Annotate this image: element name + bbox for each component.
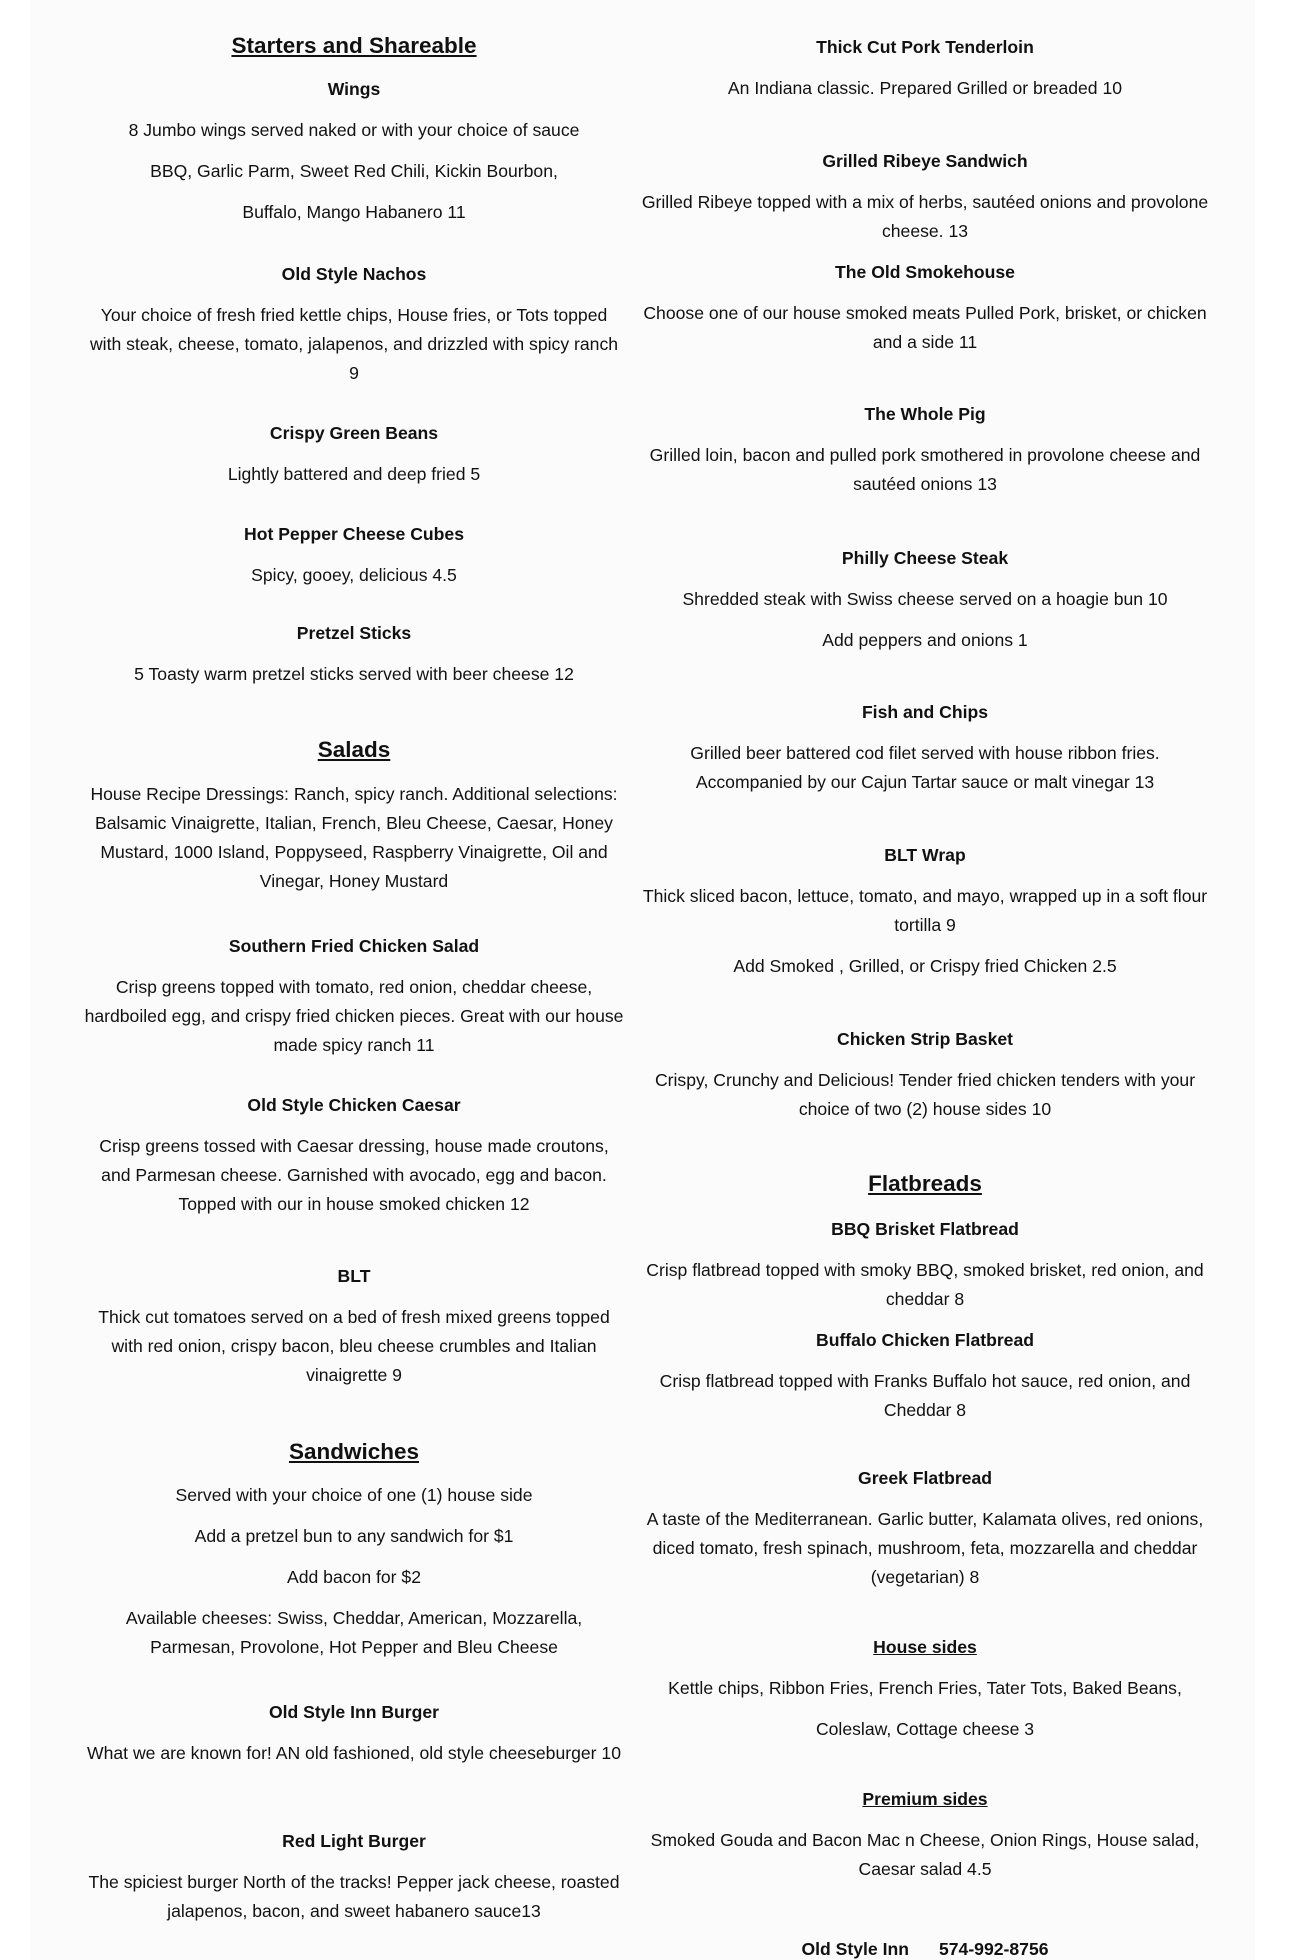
item-desc: 8 Jumbo wings served naked or with your choice of sauce	[128, 120, 580, 140]
item-name-ribeye-sandwich: Grilled Ribeye Sandwich	[822, 151, 1028, 171]
item-name-old-smokehouse: The Old Smokehouse	[835, 262, 1015, 282]
sandwich-note: Available cheeses: Swiss, Cheddar, American, Mozzarella, Parmesan, Provolone, Hot Pepper and Bleu Cheese	[125, 1608, 583, 1657]
item-name-southern-salad: Southern Fried Chicken Salad	[228, 936, 480, 956]
item-desc: A taste of the Mediterranean. Garlic butter, Kalamata olives, red onions, diced tomato, fresh spinach, mushroom, feta, mozzarella and cheddar (vegetarian) 8	[646, 1509, 1204, 1587]
sides-desc: Kettle chips, Ribbon Fries, French Fries, Tater Tots, Baked Beans,	[668, 1678, 1182, 1698]
sides-desc: Coleslaw, Cottage cheese 3	[815, 1719, 1035, 1739]
item-desc: Spicy, gooey, delicious 4.5	[251, 565, 457, 585]
section-heading-salads: Salads	[317, 737, 391, 762]
item-desc: What we are known for! AN old fashioned, old style cheeseburger 10	[87, 1743, 621, 1763]
item-name-inn-burger: Old Style Inn Burger	[268, 1702, 440, 1722]
item-name-fish-chips: Fish and Chips	[861, 702, 989, 722]
item-desc: Lightly battered and deep fried 5	[227, 464, 481, 484]
item-name-blt-wrap: BLT Wrap	[884, 845, 966, 865]
item-desc: Thick cut tomatoes served on a bed of fresh mixed greens topped with red onion, crispy bacon, bleu cheese crumbles and Italian vinaigrette 9	[98, 1307, 610, 1385]
item-name-blt: BLT	[337, 1266, 371, 1286]
dressings-desc: House Recipe Dressings: Ranch, spicy ranch. Additional selections: Balsamic Vinaigrette, Italian, French, Bleu Cheese, Caesar, Honey Mustard, 1000 Island, Poppyseed, Raspberry Vinaigrette, Oil and Vinegar, Honey Mustard	[90, 784, 618, 891]
phone-number: 574-992-8756	[938, 1939, 1049, 1959]
item-desc: Shredded steak with Swiss cheese served on a hoagie bun 10	[682, 589, 1168, 609]
item-desc: Crisp greens tossed with Caesar dressing, house made croutons, and Parmesan cheese. Garnished with avocado, egg and bacon. Topped with our in house smoked chicken 12	[99, 1136, 609, 1214]
item-name-greek-flatbread: Greek Flatbread	[858, 1468, 992, 1488]
sandwich-note: Add a pretzel bun to any sandwich for $1	[194, 1526, 514, 1546]
item-desc: Crisp greens topped with tomato, red onion, cheddar cheese, hardboiled egg, and crispy fried chicken pieces. Great with our house made spicy ranch 11	[84, 977, 624, 1055]
item-desc: Add peppers and onions 1	[822, 630, 1028, 650]
item-name-nachos: Old Style Nachos	[281, 264, 427, 284]
item-name-whole-pig: The Whole Pig	[864, 404, 986, 424]
item-name-pretzel-sticks: Pretzel Sticks	[296, 623, 412, 643]
item-name-red-light-burger: Red Light Burger	[282, 1831, 426, 1851]
item-desc: Grilled beer battered cod filet served with house ribbon fries. Accompanied by our Cajun Tartar sauce or malt vinegar 13	[690, 743, 1160, 792]
item-name-green-beans: Crispy Green Beans	[269, 423, 439, 443]
section-subheading-house-sides: House sides	[873, 1637, 977, 1657]
item-desc: Crisp flatbread topped with Franks Buffalo hot sauce, red onion, and Cheddar 8	[659, 1371, 1191, 1420]
section-subheading-premium-sides: Premium sides	[862, 1789, 988, 1809]
item-name-philly: Philly Cheese Steak	[841, 548, 1009, 568]
item-name-wings: Wings	[327, 79, 381, 99]
sides-desc: Smoked Gouda and Bacon Mac n Cheese, Onion Rings, House salad, Caesar salad 4.5	[650, 1830, 1200, 1879]
restaurant-name: Old Style Inn	[801, 1939, 909, 1959]
section-heading-starters: Starters and Shareable	[231, 33, 477, 58]
contact-footer	[640, 1938, 1210, 1960]
item-desc: Crispy, Crunchy and Delicious! Tender fried chicken tenders with your choice of two (2) house sides 10	[654, 1070, 1196, 1119]
item-name-chicken-caesar: Old Style Chicken Caesar	[247, 1095, 461, 1115]
item-name-pork-tenderloin: Thick Cut Pork Tenderloin	[816, 37, 1034, 57]
item-desc: 5 Toasty warm pretzel sticks served with beer cheese 12	[134, 664, 574, 684]
item-desc: Your choice of fresh fried kettle chips, House fries, or Tots topped with steak, cheese, tomato, jalapenos, and drizzled with spicy ranch 9	[89, 305, 619, 383]
item-desc: Add Smoked , Grilled, or Crispy fried Chicken 2.5	[733, 956, 1117, 976]
item-desc: Grilled loin, bacon and pulled pork smothered in provolone cheese and sautéed onions 13	[649, 445, 1201, 494]
sandwich-note: Add bacon for $2	[286, 1567, 421, 1587]
section-heading-flatbreads: Flatbreads	[868, 1171, 982, 1196]
item-desc: Crisp flatbread topped with smoky BBQ, smoked brisket, red onion, and cheddar 8	[646, 1260, 1204, 1309]
item-name-cheese-cubes: Hot Pepper Cheese Cubes	[244, 524, 464, 544]
sandwich-note: Served with your choice of one (1) house side	[175, 1485, 533, 1505]
item-name-chicken-strips: Chicken Strip Basket	[837, 1029, 1013, 1049]
item-desc: The spiciest burger North of the tracks! Pepper jack cheese, roasted jalapenos, bacon, and sweet habanero sauce13	[88, 1872, 620, 1921]
item-name-buffalo-flatbread: Buffalo Chicken Flatbread	[816, 1330, 1034, 1350]
item-desc: An Indiana classic. Prepared Grilled or breaded 10	[727, 78, 1123, 98]
item-name-bbq-flatbread: BBQ Brisket Flatbread	[831, 1219, 1019, 1239]
item-desc: Grilled Ribeye topped with a mix of herbs, sautéed onions and provolone cheese. 13	[641, 192, 1209, 241]
item-desc: Choose one of our house smoked meats Pulled Pork, brisket, or chicken and a side 11	[643, 303, 1207, 352]
item-desc: Buffalo, Mango Habanero 11	[242, 202, 466, 222]
item-desc: Thick sliced bacon, lettuce, tomato, and mayo, wrapped up in a soft flour tortilla 9	[642, 886, 1208, 935]
item-desc: BBQ, Garlic Parm, Sweet Red Chili, Kickin Bourbon,	[150, 161, 558, 181]
section-heading-sandwiches: Sandwiches	[288, 1439, 420, 1464]
